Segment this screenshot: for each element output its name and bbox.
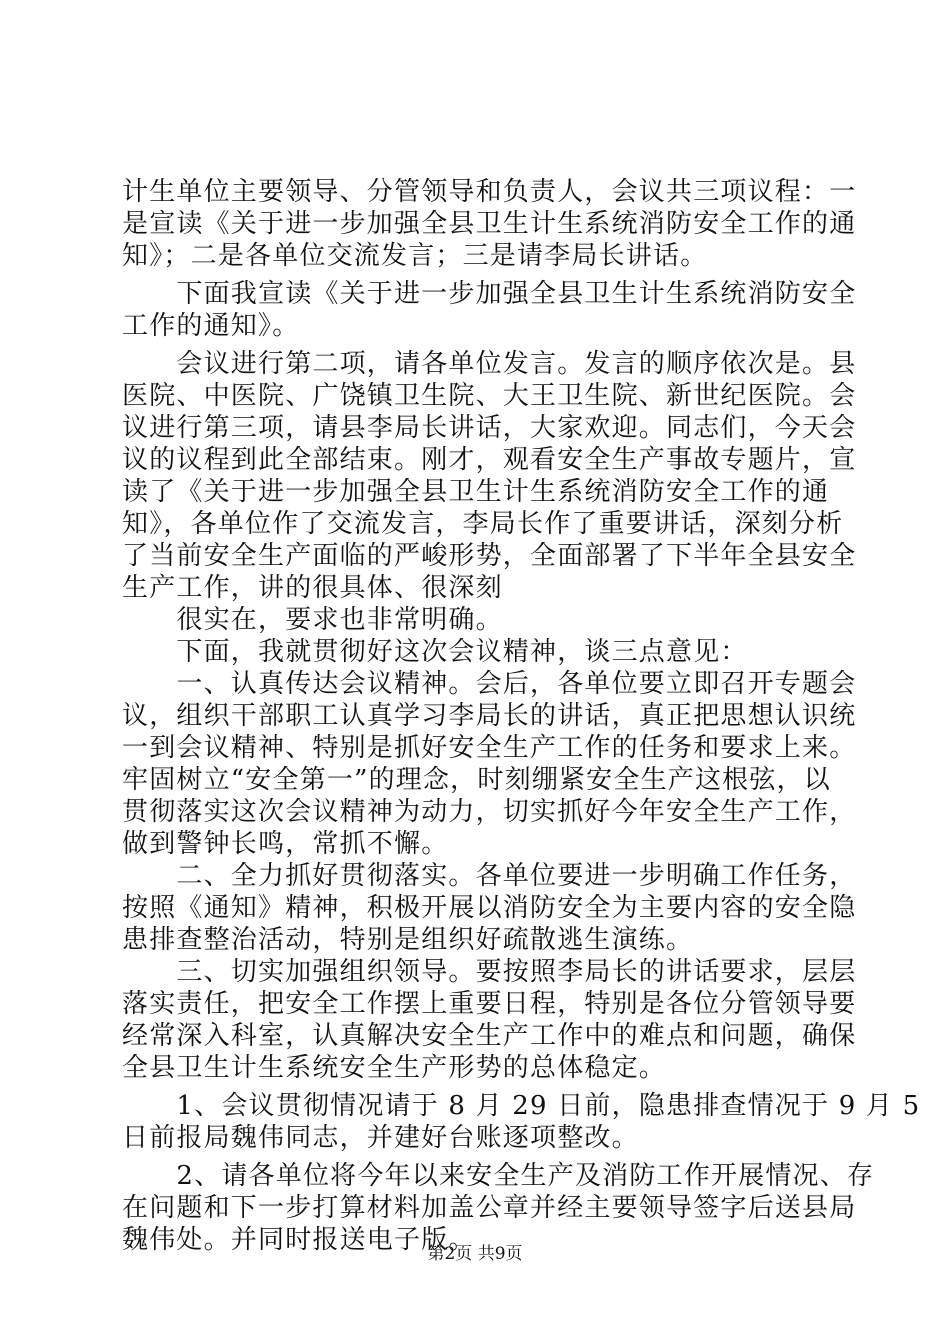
text-line: 生产工作，讲的很具体、很深刻 bbox=[122, 573, 503, 603]
text-line: 经常深入科室，认真解决安全生产工作中的难点和问题，确保 bbox=[122, 1021, 857, 1051]
text-line: 患排查整治活动，特别是组织好疏散逃生演练。 bbox=[122, 925, 694, 955]
text-line: 计生单位主要领导、分管领导和负责人，会议共三项议程：一 bbox=[122, 177, 857, 207]
page-footer bbox=[0, 1244, 950, 1264]
text-line: 三、切实加强组织领导。要按照李局长的讲话要求，层层 bbox=[122, 957, 857, 987]
text-line: 1、会议贯彻情况请于 8 月 29 日前，隐患排查情况于 9 月 5 bbox=[122, 1091, 921, 1121]
text-line: 工作的通知》。 bbox=[122, 311, 300, 341]
page-number: 第2页 共9页 bbox=[427, 1244, 523, 1264]
text-line: 知》，各单位作了交流发言，李局长作了重要讲话，深刻分析 bbox=[122, 509, 844, 539]
text-line: 很实在，要求也非常明确。 bbox=[122, 605, 503, 635]
text-line: 医院、中医院、广饶镇卫生院、大王卫生院、新世纪医院。会 bbox=[122, 381, 857, 411]
text-line: 按照《通知》精神，积极开展以消防安全为主要内容的安全隐 bbox=[122, 893, 857, 923]
text-line: 魏伟处。并同时报送电子版。 bbox=[122, 1225, 476, 1255]
text-line: 议的议程到此全部结束。刚才，观看安全生产事故专题片，宣 bbox=[122, 445, 857, 475]
text-line: 了当前安全生产面临的严峻形势，全面部署了下半年全县安全 bbox=[122, 541, 857, 571]
text-line: 一到会议精神、特别是抓好安全生产工作的任务和要求上来。 bbox=[122, 733, 857, 763]
text-line: 落实责任，把安全工作摆上重要日程，特别是各位分管领导要 bbox=[122, 989, 857, 1019]
text-line: 牢固树立“安全第一”的理念，时刻绷紧安全生产这根弦，以 bbox=[122, 765, 831, 795]
text-line: 是宣读《关于进一步加强全县卫生计生系统消防安全工作的通 bbox=[122, 209, 857, 239]
text-line: 读了《关于进一步加强全县卫生计生系统消防安全工作的通 bbox=[122, 477, 830, 507]
text-line: 知》；二是各单位交流发言；三是请李局长讲话。 bbox=[122, 241, 708, 271]
document-body bbox=[122, 176, 921, 1256]
text-line: 二、全力抓好贯彻落实。各单位要进一步明确工作任务， bbox=[122, 861, 857, 891]
text-line: 日前报局魏伟同志，并建好台账逐项整改。 bbox=[122, 1123, 639, 1153]
text-line: 下面我宣读《关于进一步加强全县卫生计生系统消防安全 bbox=[122, 279, 857, 309]
text-line: 一、认真传达会议精神。会后，各单位要立即召开专题会 bbox=[122, 669, 857, 699]
text-line: 贯彻落实这次会议精神为动力，切实抓好今年安全生产工作， bbox=[122, 797, 857, 827]
text-line: 做到警钟长鸣，常抓不懈。 bbox=[122, 829, 449, 859]
text-line: 在问题和下一步打算材料加盖公章并经主要领导签字后送县局 bbox=[122, 1193, 857, 1223]
text-line: 议进行第三项，请县李局长讲话，大家欢迎。同志们，今天会 bbox=[122, 413, 857, 443]
text-line: 2、请各单位将今年以来安全生产及消防工作开展情况、存 bbox=[122, 1161, 875, 1191]
text-line: 下面，我就贯彻好这次会议精神，谈三点意见： bbox=[122, 637, 748, 667]
text-line: 全县卫生计生系统安全生产形势的总体稳定。 bbox=[122, 1053, 667, 1083]
text-line: 会议进行第二项，请各单位发言。发言的顺序依次是。县 bbox=[122, 349, 857, 379]
text-line: 议，组织干部职工认真学习李局长的讲话，真正把思想认识统 bbox=[122, 701, 857, 731]
